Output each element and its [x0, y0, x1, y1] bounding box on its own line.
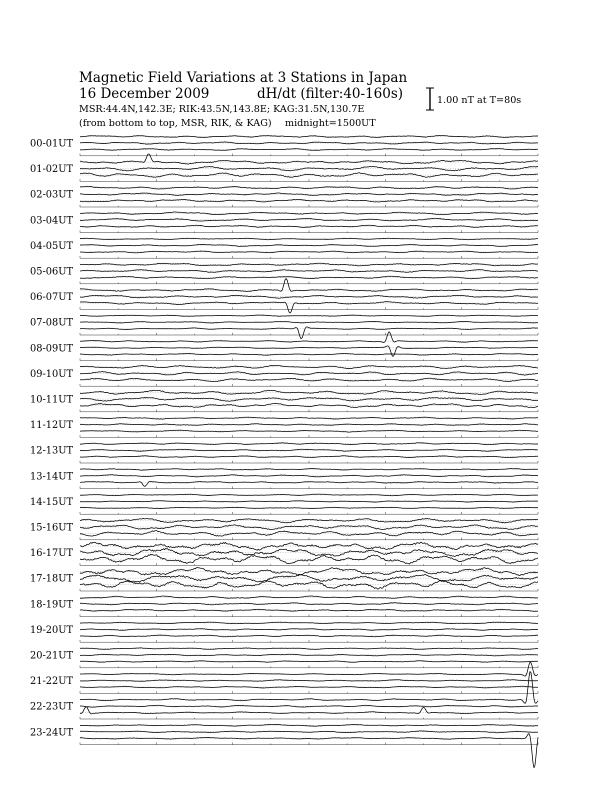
trace-msr: [80, 353, 538, 355]
trace-msr: [80, 403, 538, 407]
station-coordinates: MSR:44.4N,142.3E; RIK:43.5N,143.8E; KAG:31.5N,130.7E: [79, 104, 365, 115]
trace-kag: [80, 417, 538, 419]
trace-rik: [80, 575, 538, 583]
trace-rik: [80, 321, 538, 323]
trace-kag: [80, 315, 538, 316]
midnight-note: midnight=1500UT: [285, 118, 376, 129]
trace-msr: [80, 635, 538, 637]
trace-rik: [80, 397, 538, 401]
trace-kag: [80, 648, 538, 650]
scale-label: 1.00 nT at T=80s: [437, 95, 522, 106]
hour-label: 18-19UT: [30, 599, 74, 611]
trace-kag: [80, 212, 538, 215]
trace-msr: [80, 378, 538, 381]
trace-kag: [80, 238, 538, 240]
trace-kag: [80, 279, 538, 292]
trace-kag: [80, 135, 538, 137]
trace-kag: [80, 622, 538, 624]
hour-label: 14-15UT: [30, 496, 74, 508]
trace-msr: [80, 734, 538, 768]
station-order-note: (from bottom to top, MSR, RIK, & KAG): [79, 118, 272, 129]
trace-rik: [80, 525, 538, 530]
trace-rik: [80, 270, 538, 273]
hour-label: 07-08UT: [30, 317, 74, 329]
hour-label: 21-22UT: [30, 676, 74, 688]
chart-title: Magnetic Field Variations at 3 Stations in Japan: [79, 70, 408, 86]
trace-msr: [80, 507, 538, 508]
trace-rik: [80, 372, 538, 376]
chart-date: 16 December 2009: [79, 86, 210, 102]
trace-msr: [80, 251, 538, 253]
hour-label: 10-11UT: [30, 394, 74, 406]
hour-label: 08-09UT: [30, 343, 74, 355]
trace-msr: [80, 430, 538, 432]
hour-label: 12-13UT: [30, 445, 74, 457]
hour-label: 11-12UT: [30, 420, 74, 432]
trace-rik: [80, 731, 538, 733]
trace-kag: [80, 724, 538, 726]
hour-label: 02-03UT: [30, 189, 74, 201]
hour-label: 19-20UT: [30, 624, 74, 636]
filter-label: dH/dt (filter:40-160s): [257, 86, 404, 102]
trace-rik: [80, 295, 538, 298]
hour-label: 01-02UT: [30, 164, 74, 176]
hour-label: 23-24UT: [30, 727, 74, 739]
trace-rik: [80, 218, 538, 221]
hour-label: 04-05UT: [30, 240, 74, 252]
hour-label: 22-23UT: [30, 701, 74, 713]
trace-msr: [80, 481, 538, 486]
trace-msr: [80, 686, 538, 688]
hour-label: 17-18UT: [30, 573, 74, 585]
hour-label: 20-21UT: [30, 650, 74, 662]
hour-label: 03-04UT: [30, 215, 74, 227]
hour-label: 05-06UT: [30, 266, 74, 278]
hour-label: 16-17UT: [30, 548, 74, 560]
trace-rik: [80, 424, 538, 426]
trace-kag: [80, 186, 538, 189]
trace-kag: [80, 596, 538, 598]
trace-rik: [80, 603, 538, 605]
hour-label: 09-10UT: [30, 368, 74, 380]
trace-msr: [80, 661, 538, 663]
hour-label: 06-07UT: [30, 292, 74, 304]
hour-label: 00-01UT: [30, 138, 74, 150]
trace-kag: [80, 263, 538, 266]
trace-kag: [80, 494, 538, 496]
hour-label: 15-16UT: [30, 522, 74, 534]
trace-kag: [80, 662, 538, 676]
hour-label: 13-14UT: [30, 471, 74, 483]
trace-rik: [80, 501, 538, 502]
